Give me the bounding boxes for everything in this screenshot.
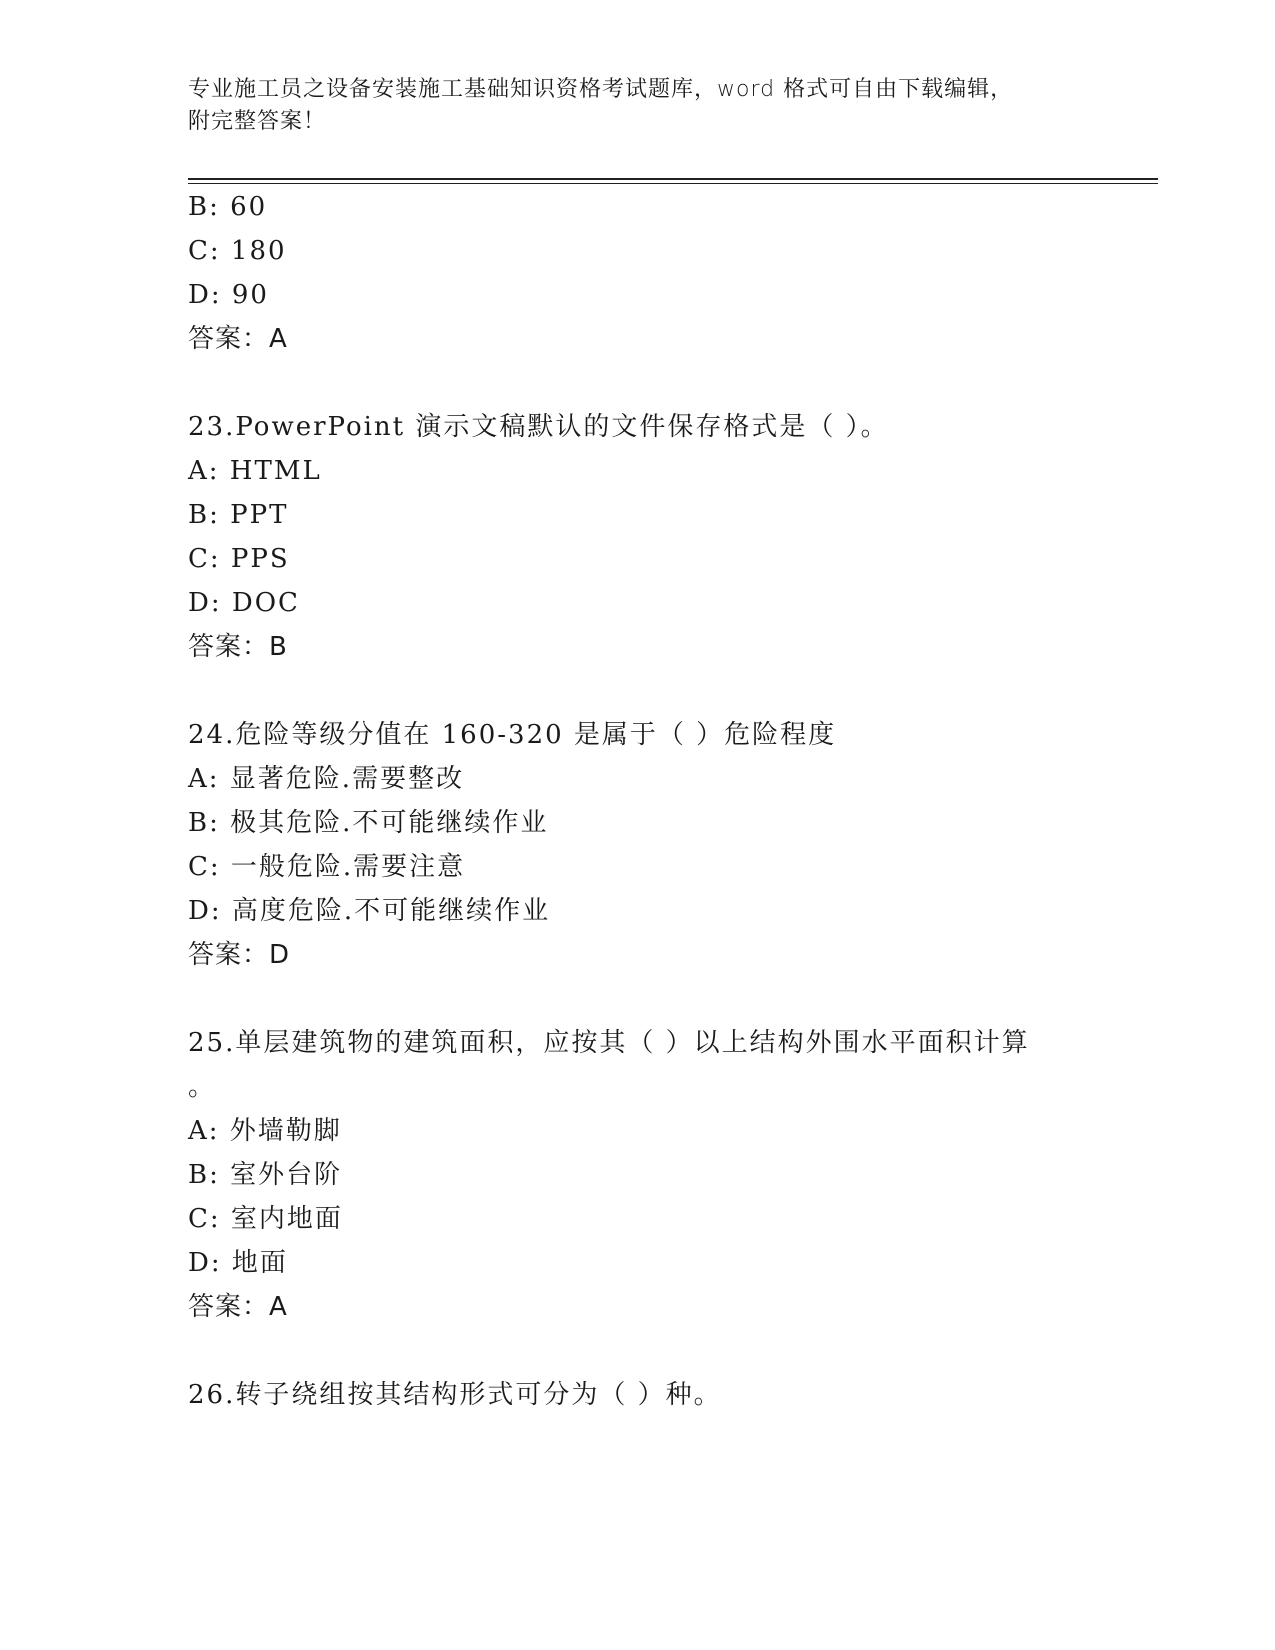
option-d-q22: D: 90 [188,280,269,310]
option-c-q22: C: 180 [188,236,287,266]
option-b-q25: B: 室外台阶 [188,1160,343,1190]
header-divider-thick [188,178,1158,180]
header-line-1: 专业施工员之设备安装施工基础知识资格考试题库，word 格式可自由下载编辑， [188,77,1014,102]
document-header [188,74,1068,138]
question-24: 24.危险等级分值在 160-320 是属于（ ）危险程度 [188,720,837,750]
option-d-q25: D: 地面 [188,1248,288,1278]
header-divider-thin [188,183,1158,184]
option-b-q24: B: 极其危险.不可能继续作业 [188,808,549,838]
option-a-q25: A: 外墙勒脚 [188,1116,342,1146]
option-c-q25: C: 室内地面 [188,1204,343,1234]
option-a-q23: A: HTML [188,456,322,486]
option-b-q22: B: 60 [188,192,268,222]
question-23: 23.PowerPoint 演示文稿默认的文件保存格式是（ ）。 [188,412,889,442]
option-b-q23: B: PPT [188,500,289,530]
question-25: 25.单层建筑物的建筑面积，应按其（ ）以上结构外围水平面积计算 [188,1028,1030,1058]
option-d-q23: D: DOC [188,588,300,618]
option-d-q24: D: 高度危险.不可能继续作业 [188,896,551,926]
option-a-q24: A: 显著危险.需要整改 [188,764,465,794]
option-c-q23: C: PPS [188,544,290,574]
option-c-q24: C: 一般危险.需要注意 [188,852,466,882]
question-26: 26.转子绕组按其结构形式可分为（ ）种。 [188,1380,722,1410]
answer-q22: 答案：A [188,324,288,354]
answer-q23: 答案：B [188,632,288,662]
question-25-continuation: 。 [188,1072,217,1102]
answer-q24: 答案：D [188,940,291,970]
header-line-2: 附完整答案！ [188,109,327,134]
answer-q25: 答案：A [188,1292,288,1322]
